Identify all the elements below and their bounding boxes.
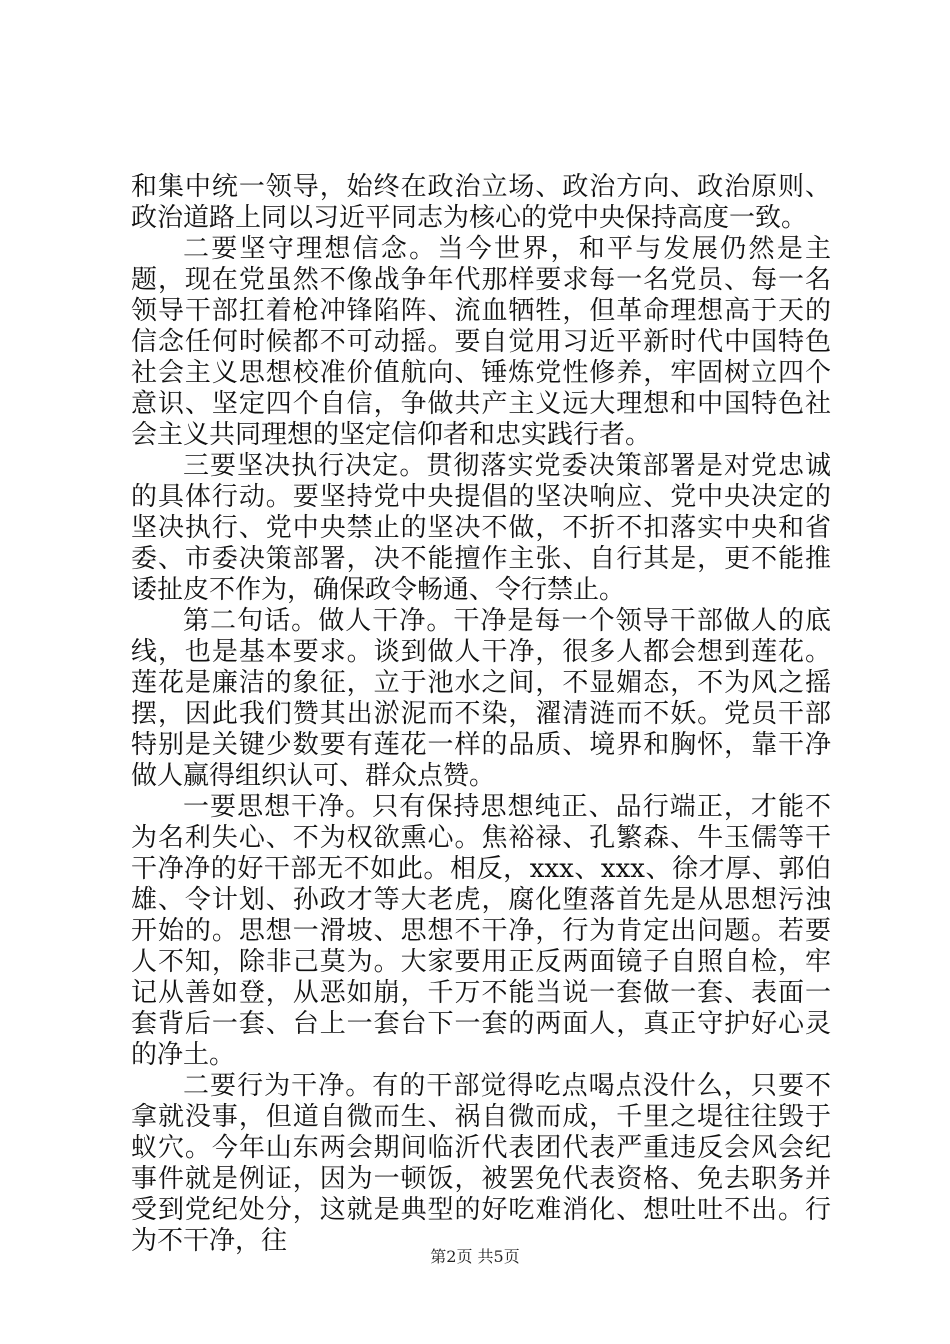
paragraph-execute-decisions: 三要坚决执行决定。贯彻落实党委决策部署是对党忠诚的具体行动。要坚持党中央提倡的坚决响应、党中央决定的坚决执行、党中央禁止的坚决不做，不折不扣落实中央和省委、市委决策部署，决不能擅作主张、自行其是，更不能推诿扯皮不作为，确保政令畅通、令行禁止。 <box>131 451 831 605</box>
paragraph-continued: 和集中统一领导，始终在政治立场、政治方向、政治原则、政治道路上同以习近平同志为核心的党中央保持高度一致。 <box>131 172 831 233</box>
document-body <box>131 172 831 1257</box>
paragraph-clean-thought: 一要思想干净。只有保持思想纯正、品行端正，才能不为名利失心、不为权欲熏心。焦裕禄、孔繁森、牛玉儒等干干净净的好干部无不如此。相反，xxx、xxx、徐才厚、郭伯雄、令计划、孙政才等大老虎，腐化堕落首先是从思想污浊开始的。思想一滑坡、思想不干净，行为肯定出问题。若要人不知，除非己莫为。大家要用正反两面镜子自照自检，牢记从善如登，从恶如崩，千万不能当说一套做一套、表面一套背后一套、台上一套台下一套的两面人，真正守护好心灵的净土。 <box>131 792 831 1070</box>
paragraph-second-sentence: 第二句话。做人干净。干净是每一个领导干部做人的底线，也是基本要求。谈到做人干净，很多人都会想到莲花。莲花是廉洁的象征，立于池水之间，不显媚态，不为风之摇摆，因此我们赞其出淤泥而不染，濯清涟而不妖。党员干部特别是关键少数要有莲花一样的品质、境界和胸怀，靠干净做人赢得组织认可、群众点赞。 <box>131 606 831 791</box>
page-number-footer: 第2页 共5页 <box>430 1247 520 1266</box>
paragraph-ideals: 二要坚守理想信念。当今世界，和平与发展仍然是主题，现在党虽然不像战争年代那样要求每一名党员、每一名领导干部扛着枪冲锋陷阵、流血牺牲，但革命理想高于天的信念任何时候都不可动摇。要自觉用习近平新时代中国特色社会主义思想校准价值航向、锤炼党性修养，牢固树立四个意识、坚定四个自信，争做共产主义远大理想和中国特色社会主义共同理想的坚定信仰者和忠实践行者。 <box>131 234 831 450</box>
paragraph-clean-behavior: 二要行为干净。有的干部觉得吃点喝点没什么，只要不拿就没事，但道自微而生、祸自微而成，千里之堤往往毁于蚁穴。今年山东两会期间临沂代表团代表严重违反会风会纪事件就是例证，因为一顿饭，被罢免代表资格、免去职务并受到党纪处分，这就是典型的好吃难消化、想吐吐不出。行为不干净，往 <box>131 1071 831 1256</box>
